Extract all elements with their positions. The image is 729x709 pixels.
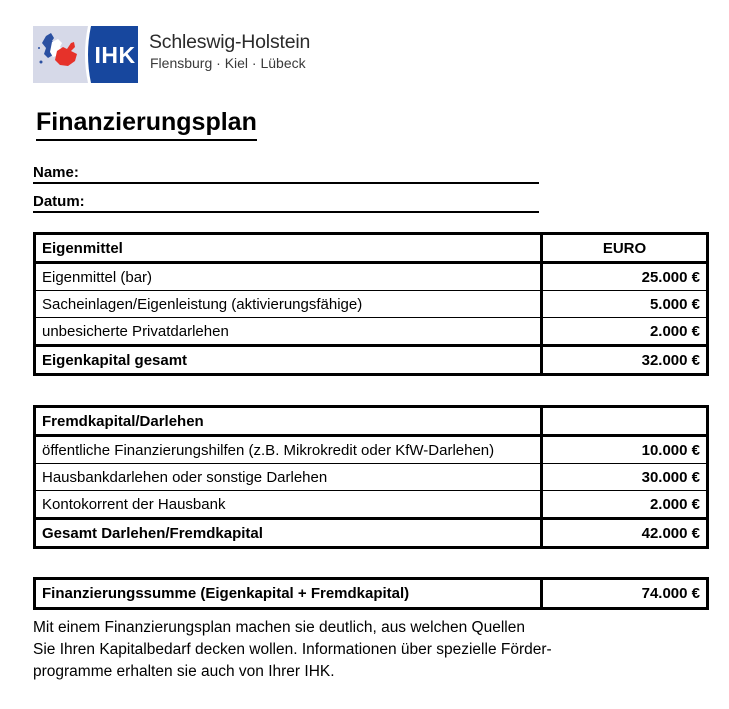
total-label-cell: Gesamt Darlehen/Fremdkapital — [35, 519, 542, 548]
table-total-row — [35, 519, 708, 548]
row-label-cell: öffentliche Finanzierungshilfen (z.B. Mikrokredit oder KfW-Darlehen) — [35, 436, 542, 464]
row-amount-cell: 5.000 € — [542, 291, 708, 318]
row-amount-cell: 30.000 € — [542, 464, 708, 491]
row-label-cell: Sacheinlagen/Eigenleistung (aktivierungsfähige) — [35, 291, 542, 318]
row-label-cell: Kontokorrent der Hausbank — [35, 491, 542, 519]
name-label: Name: — [33, 164, 79, 181]
table-total-row — [35, 346, 708, 375]
row-label-cell: Eigenmittel (bar) — [35, 263, 542, 291]
row-amount-cell: 25.000 € — [542, 263, 708, 291]
table-row — [35, 436, 708, 464]
ihk-logo-graphic — [33, 26, 138, 83]
page-title: Finanzierungsplan — [36, 108, 257, 141]
table-header-row — [35, 407, 708, 436]
fremdkapital-table — [33, 405, 709, 549]
footer-line: programme erhalten sie auch von Ihrer IHK. — [33, 663, 335, 680]
footer-note — [33, 617, 552, 683]
summary-label-cell: Finanzierungssumme (Eigenkapital + Fremdkapital) — [42, 585, 410, 602]
eigenmittel-table — [33, 232, 709, 376]
table-row — [35, 491, 708, 519]
ihk-wordmark: IHK — [94, 42, 136, 68]
datum-label: Datum: — [33, 193, 85, 210]
footer-line: Sie Ihren Kapitalbedarf decken wollen. Informationen über spezielle Förder- — [33, 641, 552, 658]
summary-table — [33, 577, 709, 610]
table-header-amount — [542, 407, 708, 436]
table-header-label: Fremdkapital/Darlehen — [35, 407, 542, 436]
row-label-cell: unbesicherte Privatdarlehen — [35, 318, 542, 346]
row-amount-cell: 2.000 € — [542, 491, 708, 519]
row-amount-cell: 2.000 € — [542, 318, 708, 346]
row-amount-cell: 10.000 € — [542, 436, 708, 464]
table-header-label: Eigenmittel — [35, 234, 542, 263]
logo-region-name: Schleswig-Holstein — [149, 31, 311, 53]
map-island-dot — [40, 61, 43, 64]
table-row — [35, 291, 708, 318]
table-header-amount: EURO — [542, 234, 708, 263]
total-label-cell: Eigenkapital gesamt — [35, 346, 542, 375]
table-row — [35, 464, 708, 491]
name-field-line[interactable] — [33, 182, 539, 184]
logo-cities-line: Flensburg · Kiel · Lübeck — [150, 55, 306, 71]
total-amount-cell: 42.000 € — [542, 519, 708, 548]
table-row — [35, 263, 708, 291]
total-amount-cell: 32.000 € — [542, 346, 708, 375]
summary-row — [35, 579, 708, 609]
datum-field-line[interactable] — [33, 211, 539, 213]
summary-amount-cell: 74.000 € — [542, 579, 708, 609]
footer-line: Mit einem Finanzierungsplan machen sie deutlich, aus welchen Quellen — [33, 619, 525, 636]
map-island-dot-2 — [38, 47, 40, 49]
row-label-cell: Hausbankdarlehen oder sonstige Darlehen — [35, 464, 542, 491]
table-row — [35, 318, 708, 346]
table-header-row — [35, 234, 708, 263]
